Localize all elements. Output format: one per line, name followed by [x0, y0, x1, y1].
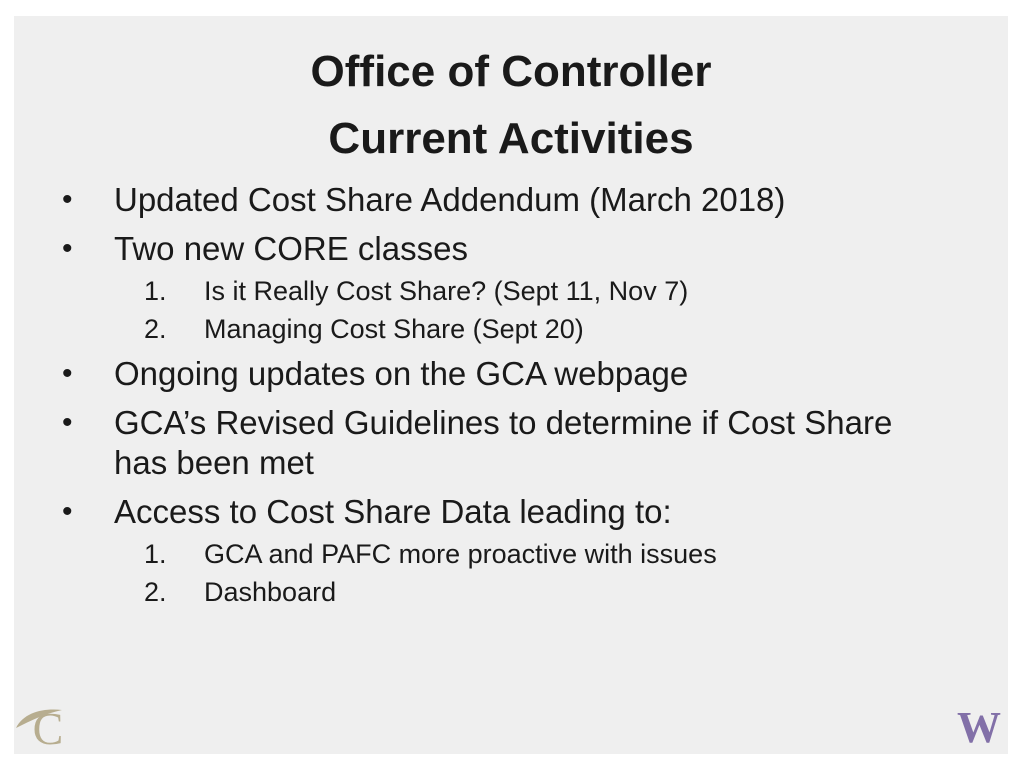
- sub-item-text: Dashboard: [204, 577, 337, 607]
- bullet-item: [14, 492, 914, 532]
- bullet-text: Ongoing updates on the GCA webpage: [114, 355, 689, 392]
- bullet-text: Two new CORE classes: [114, 230, 468, 267]
- bullet-icon: •: [62, 357, 73, 390]
- svg-text:W: W: [957, 706, 1001, 746]
- sub-item: [14, 575, 1008, 609]
- uw-logo-icon: [952, 706, 1006, 746]
- bullet-icon: •: [62, 495, 73, 528]
- bullet-item: [14, 229, 914, 269]
- bullet-item: [14, 180, 914, 220]
- bullet-text: Access to Cost Share Data leading to:: [114, 493, 672, 530]
- sub-item-text: GCA and PAFC more proactive with issues: [204, 539, 717, 569]
- svg-text:C: C: [32, 704, 64, 748]
- bullet-item: [14, 403, 914, 483]
- title-line-2: Current Activities: [328, 114, 694, 163]
- sub-item-number: 2.: [144, 577, 167, 607]
- sub-item-number: 1.: [144, 276, 167, 306]
- slide-title: [14, 38, 1008, 172]
- sub-item: [14, 537, 1008, 571]
- controller-logo-icon: [14, 704, 76, 748]
- title-line-1: Office of Controller: [310, 47, 712, 96]
- sub-item-number: 2.: [144, 314, 167, 344]
- slide: [14, 16, 1008, 754]
- sub-item: [14, 312, 1008, 346]
- sub-item: [14, 274, 1008, 308]
- bullet-icon: •: [62, 183, 73, 216]
- bullet-icon: •: [62, 406, 73, 439]
- bullet-icon: •: [62, 232, 73, 265]
- sub-item-text: Managing Cost Share (Sept 20): [204, 314, 584, 344]
- sub-item-number: 1.: [144, 539, 167, 569]
- bullet-item: [14, 354, 914, 394]
- sub-item-text: Is it Really Cost Share? (Sept 11, Nov 7): [204, 276, 689, 306]
- bullet-list: [14, 180, 1008, 617]
- bullet-text: GCA’s Revised Guidelines to determine if Cost Share has been met: [114, 404, 893, 481]
- bullet-text: Updated Cost Share Addendum (March 2018): [114, 181, 786, 218]
